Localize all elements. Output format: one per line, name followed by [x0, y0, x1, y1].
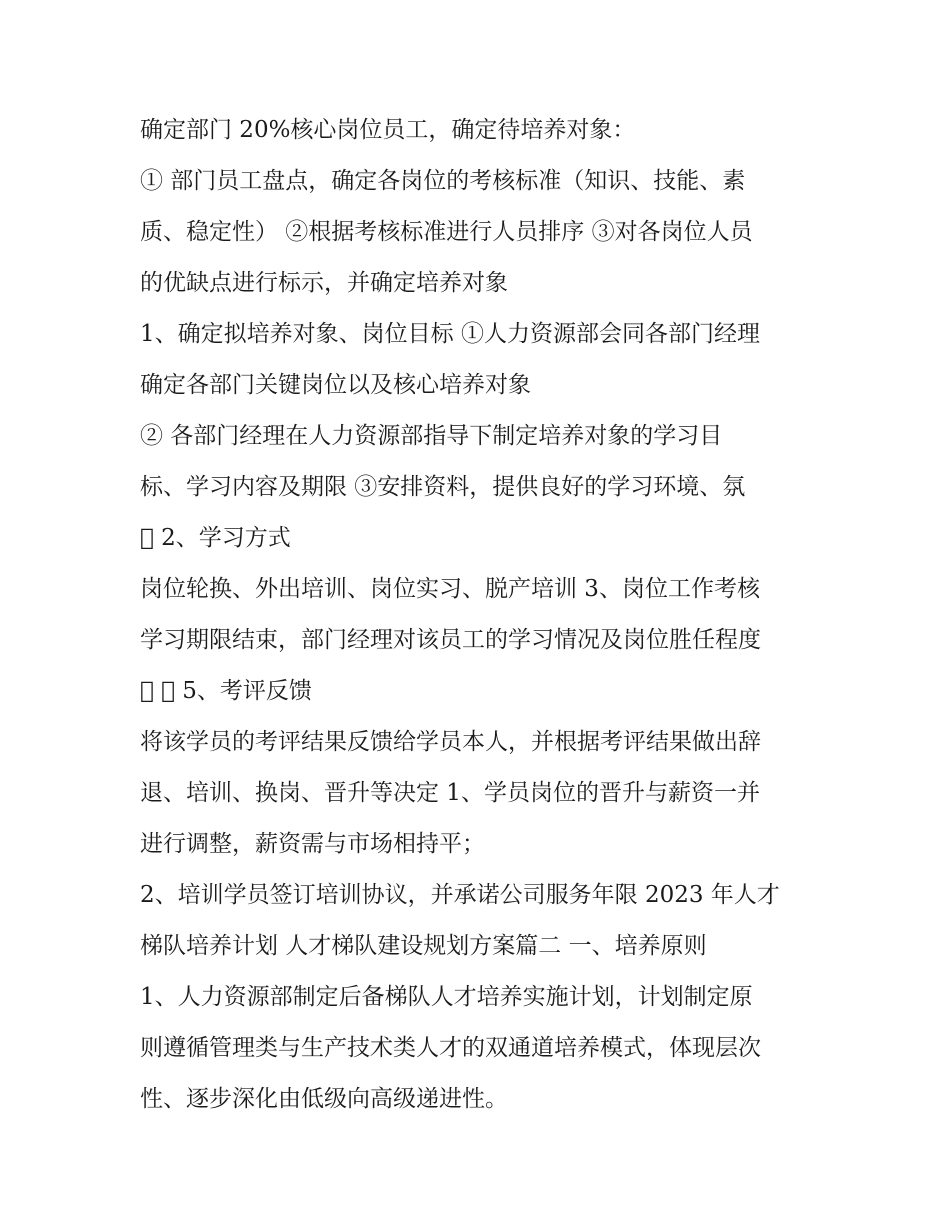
text-line: ② 各部门经理在人力资源部指导下制定培养对象的学习目	[140, 423, 723, 449]
text-line: 学习期限结束，部门经理对该员工的学习情况及岗位胜任程度	[140, 627, 761, 653]
text-line: 􀀀 􀀀 5、考评反馈	[140, 678, 312, 704]
text-line: 退、培训、换岗、晋升等决定 1、学员岗位的晋升与薪资一并	[140, 780, 760, 806]
text-line: 1、人力资源部制定后备梯队人才培养实施计划，计划制定原	[140, 984, 753, 1010]
text-line: 梯队培养计划 人才梯队建设规划方案篇二 一、培养原则	[140, 933, 707, 959]
document-body	[140, 112, 830, 1132]
text-line: 􀀀 2、学习方式	[140, 525, 291, 551]
text-line: 确定部门 20%核心岗位员工，确定待培养对象：	[140, 117, 636, 143]
text-line: 进行调整，薪资需与市场相持平；	[140, 831, 485, 857]
text-line: 将该学员的考评结果反馈给学员本人，并根据考评结果做出辞	[140, 729, 761, 755]
text-line: 岗位轮换、外出培训、岗位实习、脱产培训 3、岗位工作考核	[140, 576, 760, 602]
text-line: 质、稳定性） ②根据考核标准进行人员排序 ③对各岗位人员	[140, 219, 753, 245]
text-line: 1、确定拟培养对象、岗位目标 ①人力资源部会同各部门经理	[140, 321, 760, 347]
text-line: 确定各部门关键岗位以及核心培养对象	[140, 372, 531, 398]
text-line: 性、逐步深化由低级向高级递进性。	[140, 1086, 508, 1112]
text-line: 则遵循管理类与生产技术类人才的双通道培养模式，体现层次	[140, 1035, 761, 1061]
text-line: 的优缺点进行标示，并确定培养对象	[140, 270, 508, 296]
text-line: ① 部门员工盘点，确定各岗位的考核标准（知识、技能、素	[140, 168, 746, 194]
text-line: 标、学习内容及期限 ③安排资料，提供良好的学习环境、氛	[140, 474, 746, 500]
text-line: 2、培训学员签订培训协议，并承诺公司服务年限 2023 年人才	[140, 882, 780, 908]
